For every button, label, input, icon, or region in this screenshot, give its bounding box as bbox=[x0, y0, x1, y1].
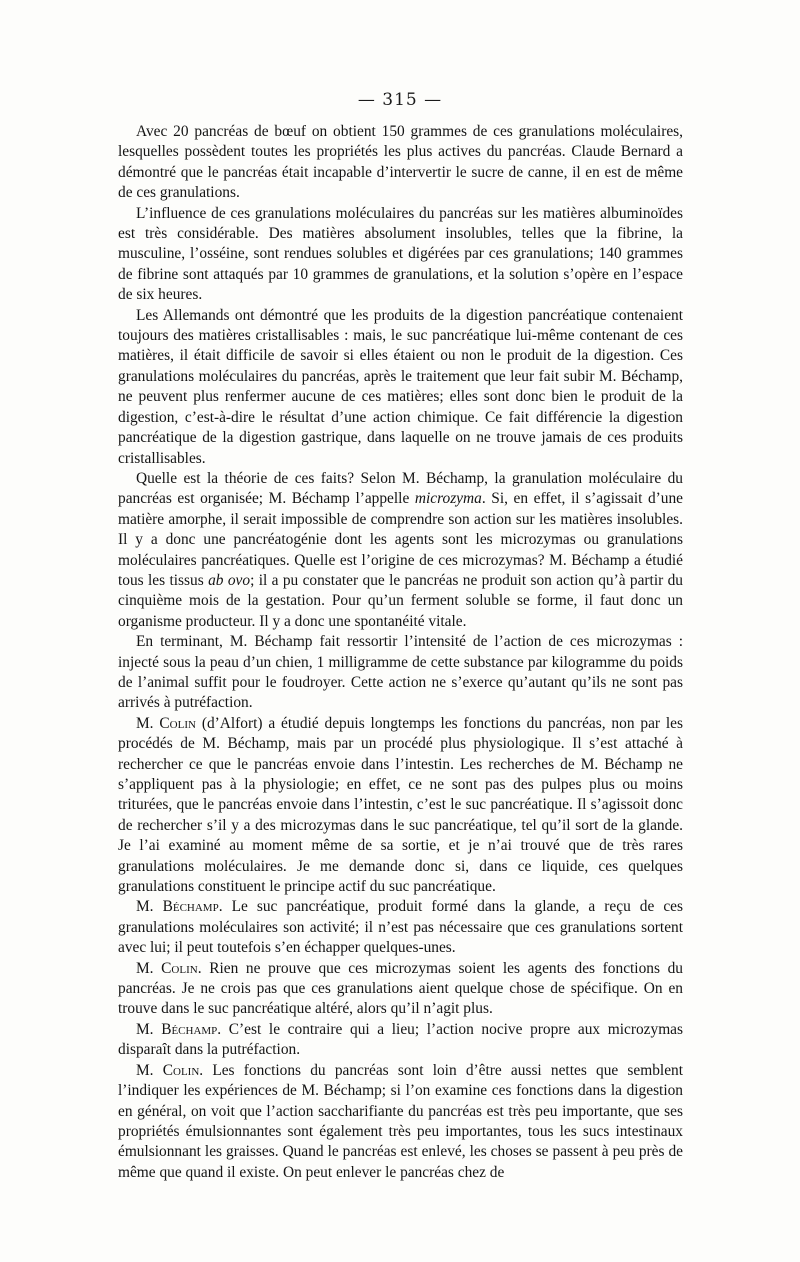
speaker-name: Colin bbox=[161, 959, 198, 977]
paragraph-p5 bbox=[118, 632, 683, 714]
text-run: M. bbox=[136, 959, 162, 977]
text-run: M. bbox=[136, 1061, 163, 1079]
speaker-name: Colin bbox=[162, 1061, 200, 1079]
speaker-name: Béchamp bbox=[162, 898, 219, 916]
speaker-name: Béchamp bbox=[161, 1020, 218, 1038]
text-run: Avec 20 pancréas de bœuf on obtient 150 grammes de ces granulations moléculaires, lesquelles possèdent toutes les propriétés les plus actives du pancréas. Claude Bernard a démontré que le pancréas était incapable d’intervertir le sucre de canne, il en est de même de ces granulations. bbox=[118, 123, 683, 202]
text-run: Les Allemands ont démontré que les produits de la digestion pancréatique contenaient toujours des matières cristallisables : mais, le suc pancréatique lui-même contenant de ces matières, il était difficile de savoir si elles étaient ou non le produit de la digestion. Ces granulations moléculaires du pancréas, après le traitement que leur fait subir M. Béchamp, ne peuvent plus renfermer aucune de ces matières; elles sont donc bien le produit de la digestion, c’est-à-dire le résultat d’une action chimique. Ce fait différencie la digestion pancréatique de la digestion gastrique, dans laquelle on ne trouve jamais de ces produits cristallisables. bbox=[118, 306, 683, 467]
text-run: ; il a pu constater que le pancréas ne produit son action qu’à partir du cinquième mois de la gestation. Pour qu’un ferment soluble se forme, il faut donc un organisme producteur. Il y a donc une spontanéité vitale. bbox=[118, 571, 683, 630]
speaker-name: Colin bbox=[159, 714, 196, 732]
text-run: En terminant, M. Béchamp fait ressortir l’intensité de l’action de ces microzymas : injecté sous la peau d’un chien, 1 milligramme de cette substance par kilogramme du poids de l’animal suffit pour le foudroyer. Cette action ne s’exerce qu’autant qu’ils ne sont pas arrivés à putréfaction. bbox=[118, 633, 683, 712]
paragraph-p10 bbox=[118, 1061, 683, 1183]
text-run: M. bbox=[136, 1020, 162, 1038]
italic-term: microzyma bbox=[414, 490, 482, 508]
body-text bbox=[118, 122, 683, 1183]
text-run: Quelle est la théorie de ces faits? Selon M. Béchamp, la granulation moléculaire du pancréas est organisée; M. Béchamp l’appelle bbox=[118, 469, 683, 508]
text-run: M. bbox=[136, 898, 163, 916]
text-run: . Le suc pancréatique, produit formé dans la glande, a reçu de ces granulations moléculaires son activité; il n’est pas nécessaire que ces granulations sortent avec lui; il peut toutefois s’en échapper quelques-unes. bbox=[118, 898, 683, 957]
paragraph-p6 bbox=[118, 714, 683, 898]
paragraph-p1 bbox=[118, 122, 683, 204]
paragraph-p3 bbox=[118, 306, 683, 469]
paragraph-p4 bbox=[118, 469, 683, 632]
paragraph-p7 bbox=[118, 897, 683, 958]
text-run: . Si, en effet, il s’agissait d’une matière amorphe, il serait impossible de comprendre son action sur les matières insolubles. Il y a donc une pancréatogénie dont les agents sont les microzymas ou granulations moléculaires pancréatiques. Quelle est l’origine de ces microzymas? M. Béchamp a étudié tous les tissus bbox=[118, 490, 683, 589]
text-run: . Rien ne prouve que ces microzymas soient les agents des fonctions du pancréas. Je ne crois pas que ces granulations aient quelque chose de spécifique. On en trouve dans le suc pancréatique altéré, alors qu’il n’agit plus. bbox=[118, 959, 683, 1018]
page-number-header: — 315 — bbox=[357, 90, 443, 110]
paragraph-p2 bbox=[118, 204, 683, 306]
text-run: (d’Alfort) a étudié depuis longtemps les fonctions du pancréas, non par les procédés de M. Béchamp, mais par un procédé plus physiologique. Il s’est attaché à rechercher ce que le pancréas envoie dans l’intestin. Les recherches de M. Béchamp ne s’appliquent pas à la physiologie; en effet, ce ne sont pas des pulpes plus ou moins triturées, que le pancréas envoie dans l’intestin, c’est le suc pancréatique. Il s’agissoit donc de rechercher s’il y a des microzymas dans le suc pancréatique, tel qu’il sort de la glande. Je l’ai examiné au moment même de sa sortie, et je n’ai trouvé que de très rares granulations moléculaires. Je me demande donc si, dans ce liquide, ces quelques granulations constituent le principe actif du suc pancréatique. bbox=[118, 714, 683, 896]
text-run: L’influence de ces granulations moléculaires du pancréas sur les matières albuminoïdes est très considérable. Des matières absolument insolubles, telles que la fibrine, la musculine, l’osséine, sont rendues solubles et digérées par ces granulations; 140 grammes de fibrine sont attaqués par 10 grammes de granulations, et la solution s’opère en l’espace de six heures. bbox=[118, 204, 683, 304]
paragraph-p8 bbox=[118, 959, 683, 1020]
text-run: M. bbox=[136, 714, 160, 732]
text-run: . Les fonctions du pancréas sont loin d’être aussi nettes que semblent l’indiquer les expériences de M. Béchamp; si l’on examine ces fonctions dans la digestion en général, on voit que l’action saccharifiante du pancréas est très peu importante, que ses propriétés émulsionnantes sont également très peu importantes, tous les sucs intestinaux émulsionnant les graisses. Quand le pancréas est enlevé, les choses se passent à peu près de même que quand il existe. On peut enlever le pancréas chez de bbox=[118, 1061, 683, 1181]
paragraph-p9 bbox=[118, 1020, 683, 1061]
text-run: . C’est le contraire qui a lieu; l’action nocive propre aux microzymas disparaît dans la putréfaction. bbox=[118, 1020, 683, 1059]
italic-term: ab ovo bbox=[208, 571, 251, 589]
